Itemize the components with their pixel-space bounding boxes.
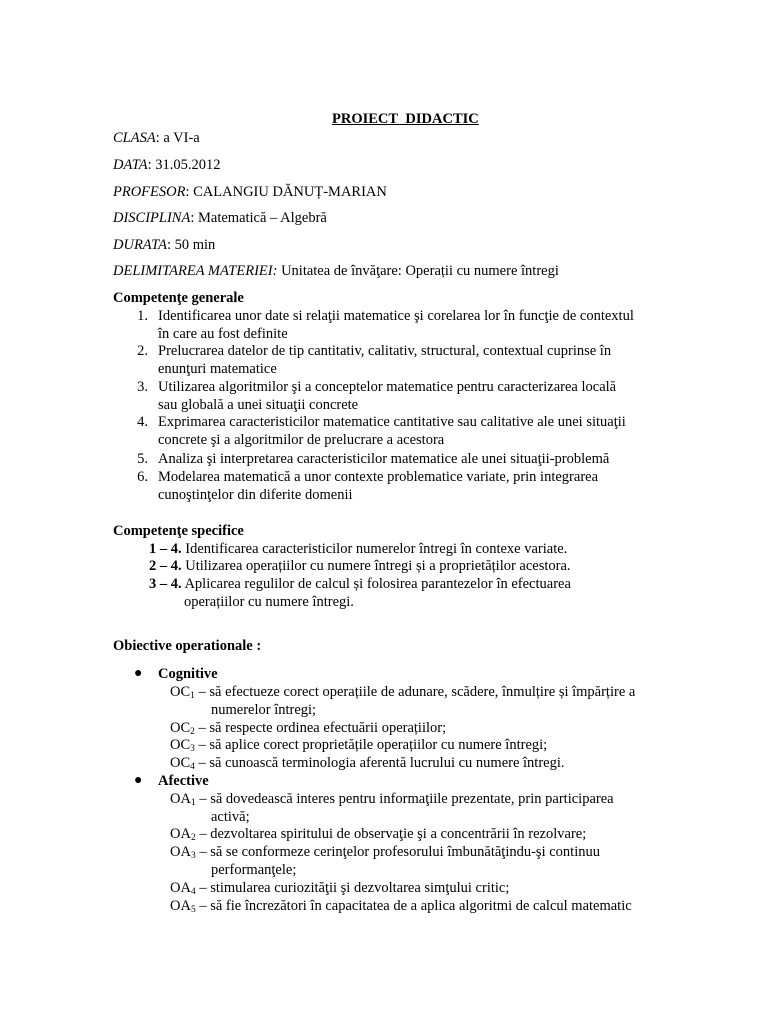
list-item-text-cont: sau globală a unei situaţii concrete — [158, 397, 359, 413]
field-profesor — [113, 184, 387, 202]
cognitive-heading: Cognitive — [158, 666, 218, 682]
objective-code: OA — [170, 844, 191, 860]
list-item-text: – să fie încrezători în capacitatea de a aplica algoritmi de calcul matematic — [195, 898, 632, 914]
disciplina-value: : Matematică – Algebră — [190, 210, 327, 226]
list-item-text-cont: operațiilor cu numere întregi. — [184, 594, 354, 610]
list-item-text: – să se conformeze cerinţelor profesorului îmbunătăţindu-şi continuu — [195, 844, 600, 860]
competente-specifice-heading: Competenţe specifice — [113, 523, 244, 539]
list-item — [149, 576, 571, 594]
list-item-text: Aplicarea regulilor de calcul și folosirea parantezelor în efectuarea — [181, 576, 571, 592]
objective-sub: 4 — [190, 887, 196, 897]
list-item — [170, 826, 586, 844]
page-title: PROIECT DIDACTIC — [332, 111, 479, 127]
list-item-text: – să dovedească interes pentru informaţiile prezentate, prin participarea — [195, 791, 614, 807]
list-item-number: 1. — [137, 308, 148, 324]
competence-code: 1 – 4. — [149, 541, 182, 557]
objective-sub: 5 — [190, 905, 196, 915]
field-delimitarea — [113, 263, 559, 281]
competence-code: 3 – 4. — [149, 576, 182, 592]
list-item-text: – să cunoască terminologia aferentă lucrului cu numere întregi. — [194, 755, 565, 771]
objective-code: OC — [170, 684, 191, 700]
competence-code: 2 – 4. — [149, 558, 182, 574]
list-item-text: – să aplice corect proprietățile operațiilor cu numere întregi; — [194, 737, 548, 753]
field-data — [113, 157, 221, 175]
obiective-heading: Obiective operationale : — [113, 638, 262, 654]
objective-code: OC — [170, 720, 191, 736]
list-item — [170, 755, 565, 773]
field-clasa — [113, 130, 200, 148]
list-item-text-cont: enunţuri matematice — [158, 361, 277, 377]
durata-value: : 50 min — [166, 237, 216, 253]
list-item — [170, 898, 632, 916]
clasa-label: CLASA — [113, 130, 156, 146]
list-item-text-cont: numerelor întregi; — [211, 702, 317, 718]
list-item-text-cont: activă; — [211, 809, 250, 825]
list-item-number: 3. — [137, 379, 148, 395]
profesor-label: PROFESOR — [113, 184, 186, 200]
list-item-text: Prelucrarea datelor de tip cantitativ, calitativ, structural, contextual cuprinse în — [158, 343, 612, 359]
objective-code: OA — [170, 880, 191, 896]
list-item — [149, 558, 571, 576]
list-item — [149, 541, 567, 559]
list-item-text: Identificarea caracteristicilor numerelor întregi în contexe variate. — [181, 541, 568, 557]
list-item-text: Modelarea matematică a unor contexte problematice variate, prin integrarea — [158, 469, 599, 485]
objective-sub: 1 — [190, 798, 196, 808]
list-item-text-cont: concrete şi a algoritmilor de prelucrare a acestora — [158, 432, 445, 448]
clasa-value: : a VI-a — [155, 130, 200, 146]
list-item-number: 5. — [137, 451, 148, 467]
objective-code: OC — [170, 755, 191, 771]
list-item-text: – stimularea curiozităţii şi dezvoltarea simţului critic; — [195, 880, 510, 896]
competente-generale-heading: Competenţe generale — [113, 290, 244, 306]
profesor-value: : CALANGIU DĂNUȚ-MARIAN — [185, 184, 387, 200]
durata-label: DURATA — [113, 237, 167, 253]
list-item — [170, 737, 547, 755]
delimitarea-value: Unitatea de învăţare: Operații cu numere întregi — [277, 263, 559, 279]
field-disciplina — [113, 210, 327, 228]
data-label: DATA — [113, 157, 148, 173]
objective-code: OA — [170, 826, 191, 842]
list-item-number: 6. — [137, 469, 148, 485]
objective-sub: 4 — [190, 762, 195, 772]
list-item-number: 2. — [137, 343, 148, 359]
list-item-text-cont: cunoştinţelor din diferite domenii — [158, 487, 353, 503]
bullet-icon: ● — [134, 773, 143, 788]
list-item-text: Analiza şi interpretarea caracteristicilor matematice ale unei situaţii-problemă — [158, 451, 610, 467]
list-item-text-cont: în care au fost definite — [158, 326, 288, 342]
list-item-text: – să respecte ordinea efectuării operațiilor; — [194, 720, 447, 736]
list-item-text: Identificarea unor date si relaţii matematice şi corelarea lor în funcţie de contextul — [158, 308, 634, 324]
list-item-text: Utilizarea operațiilor cu numere întregi și a proprietăților acestora. — [181, 558, 571, 574]
list-item — [170, 791, 614, 809]
data-value: : 31.05.2012 — [147, 157, 221, 173]
objective-sub: 2 — [190, 727, 195, 737]
list-item-text: Utilizarea algoritmilor şi a conceptelor matematice pentru caracterizarea locală — [158, 379, 617, 395]
delimitarea-label: DELIMITAREA MATERIEI: — [113, 263, 278, 279]
disciplina-label: DISCIPLINA — [113, 210, 191, 226]
list-item-number: 4. — [137, 414, 148, 430]
objective-code: OA — [170, 791, 191, 807]
objective-sub: 1 — [190, 691, 195, 701]
field-durata — [113, 237, 215, 255]
objective-sub: 3 — [190, 744, 195, 754]
list-item-text: – să efectueze corect operațiile de adunare, scădere, înmulțire și împărțire a — [194, 684, 636, 700]
list-item — [170, 684, 635, 702]
afective-heading: Afective — [158, 773, 209, 789]
list-item — [170, 844, 600, 862]
list-item-text-cont: performanţele; — [211, 862, 297, 878]
bullet-icon: ● — [134, 666, 143, 681]
objective-code: OA — [170, 898, 191, 914]
objective-sub: 2 — [190, 833, 196, 843]
list-item-text: Exprimarea caracteristicilor matematice cantitative sau calitative ale unei situaţii — [158, 414, 626, 430]
list-item-text: – dezvoltarea spiritului de observaţie şi a concentrării în rezolvare; — [195, 826, 587, 842]
objective-code: OC — [170, 737, 191, 753]
list-item — [170, 720, 446, 738]
list-item — [170, 880, 509, 898]
objective-sub: 3 — [190, 851, 196, 861]
